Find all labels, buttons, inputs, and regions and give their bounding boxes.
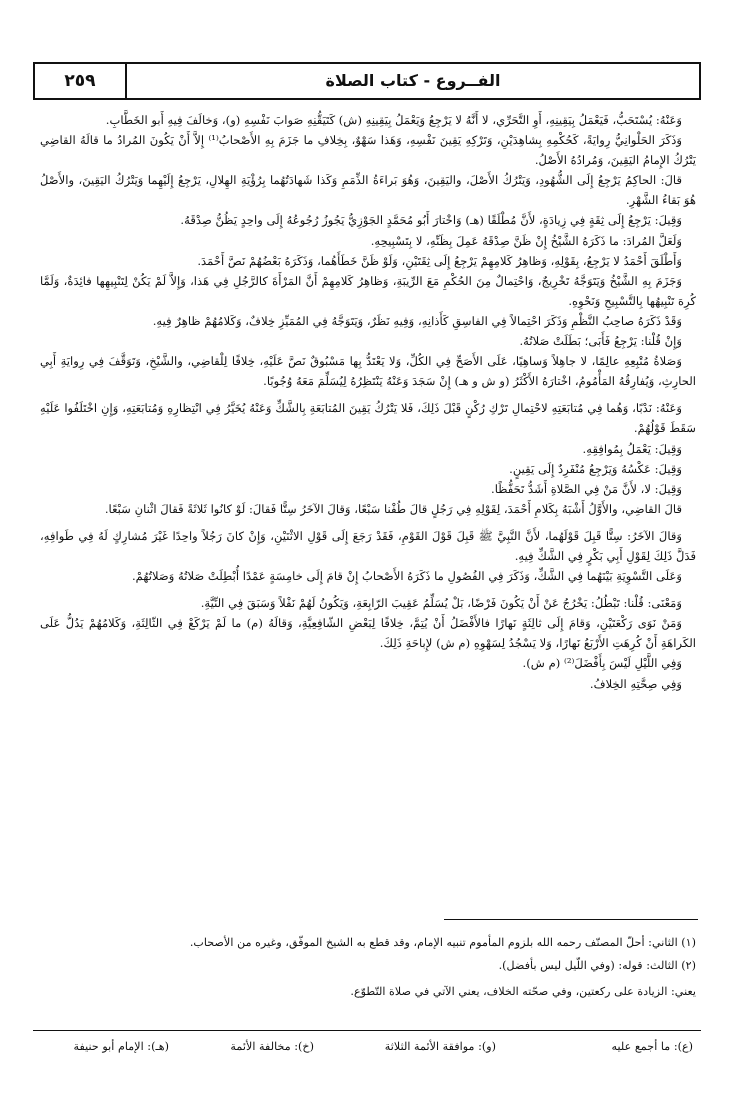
paragraph: وَعَنْهُ: نَدْبًا، وَهُما فِي مُتابَعَتِهِ لاحْتِمالِ تَرْكِ رُكْنٍ قَبْلَ ذَلِكَ، فَلا يَتْرُكُ يَقِينَ المُتابَعَةِ بِالشَّكِّ وَعَنْهُ يُخَيَّرُ فِي انْتِظارِهِ وَمُتابَعَتِهِ، وَإِنِ اخْتَلَفُوا عَلَيْهِ سَقَطَ قَوْلُهُمْ. — [40, 401, 696, 436]
paragraph: وَمَنْ نَوَى رَكْعَتَيْنِ، وَقامَ إِلَى ثالِثَةٍ نَهارًا فالأَفْضَلُ أَنْ يُتِمَّ، خِلافًا لِبَعْضِ الشّافِعِيَّةِ، وَقالَهُ (م) ما لَمْ يَرْكَعْ فِي الثّالِثَةِ، وَكَلامُهُمْ يَدُلُّ عَلَى الكَراهَةِ أَنْ كُرِهَتِ الأَرْبَعُ نَهارًا، وَلا يَسْجُدُ لِسَهْوِهِ (م ش) لإِباحَةِ ذَلِكَ. — [40, 616, 696, 651]
main-text — [40, 110, 696, 694]
paragraph: وَعَلَى التَّسْوِيَةِ بَيْنَهُما فِي الشَّكِّ، وَذَكَرَ فِي الفُصُولِ ما ذَكَرَهُ الأَصْحابُ إِنْ قامَ إِلَى خامِسَةٍ عَمْدًا أُبْطِلَتْ صَلاتُهُ وَصَلاتُهُمْ. — [132, 569, 682, 584]
legend-agreed: (ع): ما أجمع عليه — [611, 1040, 693, 1053]
paragraph: وَقِيلَ: لا، لأَنَّ مَنْ فِي الصَّلاةِ أَشَدُّ تَحَفُّظًا. — [491, 481, 682, 496]
paragraph: وَعَنْهُ: يُسْتَحَبُّ، فَيَعْمَلُ بِيَقِينِهِ، أَوِ التَّحَرِّي، لا أَنَّهُ لا يَرْجِعُ وَيَعْمَلُ بِيَقِينِهِ (ش) كَتَيَقُّنِهِ صَوابَ نَفْسِهِ (و)، وَخالَفَ فِيهِ أَبو الخَطَّابِ. — [105, 113, 682, 127]
page-title: الفــروع - كتاب الصلاة — [325, 71, 501, 90]
paragraph: قالَ القاضِي، والأَوَّلُ أَشْبَهُ بِكَلامِ أَحْمَدَ، لِقَوْلِهِ فِي رَجُلٍ قالَ طُفْنا سَبْعًا، وَقالَ الآخَرُ سِتًّا فَقالَ: لَوْ كانُوا ثَلاثَةً فَقالَ اثْنانِ سَبْعًا. — [104, 501, 682, 516]
paragraph: وَقِيلَ: يَرْجِعُ إِلَى ثِقَةٍ فِي زِيادَةٍ، لأَنَّ مُطْلَقًا (هـ) وَاخْتارَ أَبُو مُحَمَّدٍ الجَوْزِيُّ يَجُوزُ رُجُوعُهُ إِلَى واحِدٍ يَظُنُّ صِدْقَهُ. — [180, 213, 682, 228]
paragraph: وَقَدْ ذَكَرَهُ صاحِبُ النَّظْمِ وَذَكَرَ احْتِمالاً فِي الفاسِقِ كَأَذانِهِ، وَفِيهِ نَظَرٌ، وَيَتَوَجَّهُ فِي المُمَيِّزِ خِلافٌ، وَكَلامُهُمْ ظاهِرٌ فِيهِ. — [152, 313, 682, 328]
paragraph: قالَ: الحاكِمُ يَرْجِعُ إِلَى الشُّهُودِ، وَيَتْرُكُ الأَصْلَ، واليَقِينَ، وَهُوَ بَراءَةُ الذِّمَمِ وَكَذا شَهادَتُهُما بِرُؤْيَةِ الهِلالِ، يَرْجِعُ إِلَيْهِما وَيَتْرُكُ اليَقِينَ، والأَصْلُ هُوَ بَقاءُ الشَّهْرِ. — [40, 173, 696, 208]
legend-separator — [33, 1030, 701, 1031]
page-number: ٢٥٩ — [35, 64, 127, 98]
paragraph: وَفِي صِحَّتِهِ الخِلافُ. — [589, 676, 682, 691]
paragraph: وَمَعْنَى: قُلْنا: تَبْطُلُ: يَخْرُجُ عَنْ أَنْ يَكُونَ فَرْضًا، بَلْ يُسَلِّمُ عَقِيبَ الرّابِعَةِ، وَيَكُونُ لَهُمْ نَفْلاً وَسَبَقَ فِي النِّيَّةِ. — [200, 596, 682, 611]
footnote: يعني: الزيادة على ركعتين، وفي صحّته الخلاف، يعني الآتي في صلاة التّطوّع. — [350, 985, 696, 998]
paragraph: وَجَزَمَ بِهِ الشَّيْخُ وَيَتَوَجَّهُ تَخْرِيجٌ، وَاحْتِمالٌ مِنَ الحُكْمِ مَعَ الرِّيبَةِ، وَظاهِرُ كَلامِهِمْ أَنَّ المَرْأَةَ كالرَّجُلِ فِي هَذا، وَإِلاَّ لَمْ يَكُنْ لِتَنْبِيهِها فائِدَةٌ، وَلَمَّا كُرِهَ تَنْبِيهُها بِالتَّسْبِيحِ وَنَحْوِهِ. — [40, 273, 696, 308]
paragraph: وَقِيلَ: عَكْسُهُ وَيَرْجِعُ مُنْفَرِدٌ إِلَى يَقِينٍ. — [509, 461, 682, 476]
paragraph: وَقالَ الآخَرُ: سِتًّا قَبِلَ قَوْلَهُما، لأَنَّ النَّبِيَّ ﷺ قَبِلَ قَوْلَ القَوْمِ، فَقَدْ رَجَعَ إِلَى قَوْلِ الاثْنَيْنِ، وَإِنْ كانَ رَجُلاً واحِدًا غَيْرَ مُشارِكٍ لَهُ فِي طَوافِهِ، فَدَلَّ ذَلِكَ لِقَوْلِ أَبِي بَكْرٍ فِي الشَّكِّ فِيهِ. — [40, 528, 696, 563]
paragraph: وَقِيلَ: يَعْمَلُ بِمُوافِقِهِ. — [582, 441, 682, 456]
paragraph: وَصَلاةُ مُتْبِعِهِ عالِمًا، لا جاهِلاً وَساهِيًا، عَلَى الأَصَحِّ فِي الكُلِّ، وَلا يَعْتَدُّ بِها مَسْبُوقٌ نَصَّ عَلَيْهِ، خِلافًا لِلْقاضِي، والشَّيْخِ، وَتَوَقَّفَ فِي رِوايَةِ أَبِي الحارِثِ، وَيُفارِقُهُ المَأْمُومُ، اخْتارَهُ الأَكْثَرُ (و ش و هـ) إِنْ سَجَدَ وَعَنْهُ يَنْتَظِرُهُ لِيُسَلِّمَ مَعَهُ وُجُوبًا. — [40, 354, 696, 389]
paragraph: وَلَعَلَّ المُرادَ: ما ذَكَرَهُ الشَّيْخُ إِنْ ظَنَّ صِدْقَهُ عَمِلَ بِظَنِّهِ، لا بِتَسْبِيحِهِ. — [370, 233, 682, 248]
paragraph: وَذَكَرَ الحَلْوانِيُّ رِوايَةً، كَحُكْمِهِ بِشاهِدَيْنِ، وَتَرْكِهِ يَقِينَ نَفْسِهِ، وَهَذا سَهْوٌ، بِخِلافِ ما جَزَمَ بِهِ الأَصْحابُ⁽¹⁾ إِلاَّ أَنْ يَكُونَ المُرادُ ما قالَهُ القاضِي يَتْرُكُ الإِمامُ اليَقِينَ، وَمُرادُهُ الأَصْلُ. — [40, 133, 696, 168]
paragraph: وَأَطْلَقَ أَحْمَدُ لا يَرْجِعُ، بِقَوْلِهِ، وَظاهِرُ كَلامِهِمْ يَرْجِعُ إِلَى ثِقَتَيْنِ، وَلَوْ ظَنَّ خَطَأَهُما، وَذَكَرَهُ بَعْضُهُمْ نَصَّ أَحْمَدَ. — [197, 253, 682, 268]
footnote: (١) الثاني: أحلّ المصنّف رحمه الله بلزوم المأموم تنبيه الإمام، وقد قطع به الشيخ الموفّق، وغيره من الأصحاب. — [189, 936, 696, 949]
paragraph: وَفِي اللَّيْلِ لَيْسَ بِأَفْضَلَ⁽²⁾ (م ش). — [522, 656, 682, 671]
footnote: (٢) الثالث: قوله: (وفي اللّيل ليس بأفضل). — [498, 959, 696, 972]
paragraph: وَإِنْ قُلْنا: يَرْجِعُ فَأَبَى؛ بَطَلَتْ صَلاتُهُ. — [519, 334, 682, 349]
page-header — [33, 62, 701, 100]
legend-differ: (خ): مخالفة الأئمة — [230, 1040, 314, 1053]
abbreviation-legend — [33, 1036, 701, 1058]
footnote-separator — [444, 919, 698, 920]
legend-agree-three: (و): موافقة الأئمة الثلاثة — [384, 1040, 496, 1053]
legend-abu-hanifa: (هـ): الإمام أبو حنيفة — [73, 1040, 169, 1053]
footnotes — [40, 931, 696, 1003]
